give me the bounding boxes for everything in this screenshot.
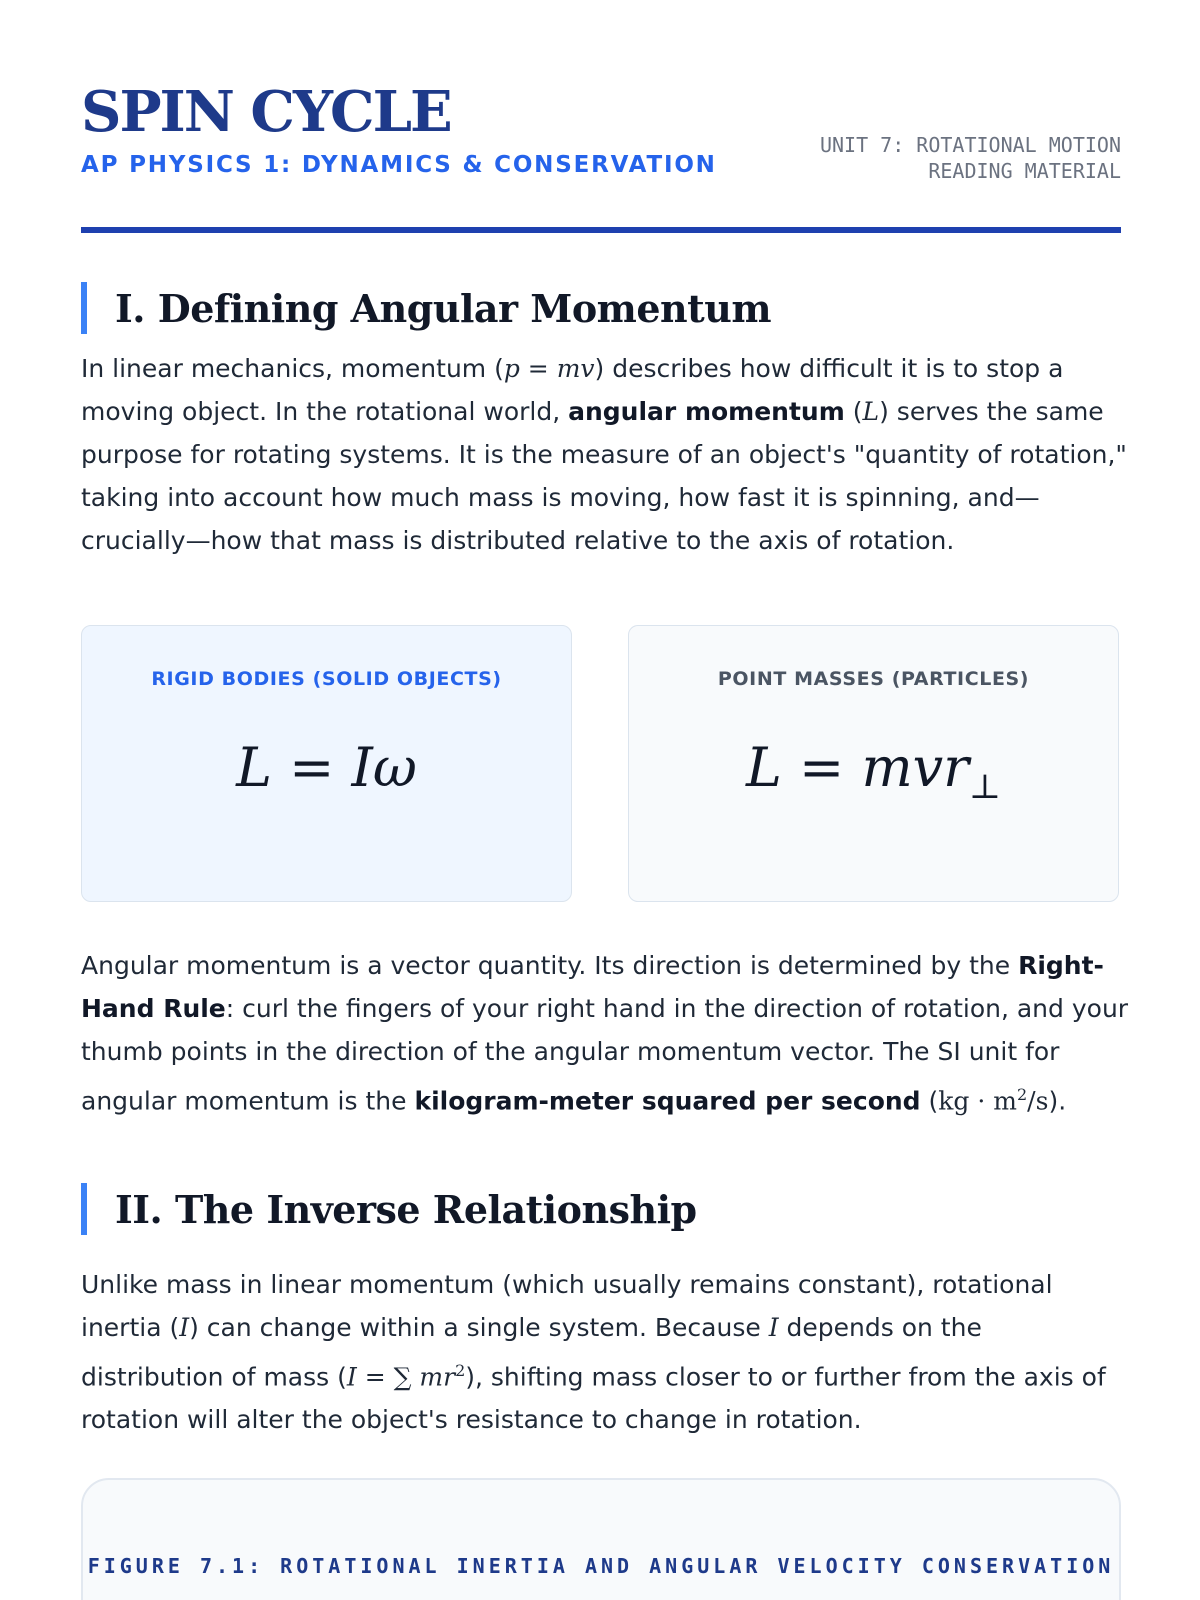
page-header	[81, 79, 1121, 183]
vector-paragraph	[81, 944, 1131, 1122]
symbol-I: I	[179, 1313, 190, 1342]
si-unit-term: kilogram-meter squared per second	[414, 1086, 921, 1116]
section-1-title: I. Defining Angular Momentum	[115, 285, 772, 331]
figure-7-1	[81, 1478, 1121, 1600]
rigid-body-card	[81, 625, 572, 902]
point-mass-label: POINT MASSES (PARTICLES)	[717, 668, 1030, 690]
momentum-formula: p = mv	[503, 354, 595, 383]
si-unit-base: kg · m	[938, 1086, 1017, 1116]
inverse-paragraph	[81, 1263, 1131, 1441]
section-2-heading	[81, 1183, 697, 1235]
inertia-exponent: 2	[455, 1361, 466, 1380]
intro-paragraph	[81, 347, 1131, 562]
text-run: ) describes how difficult it is to stop a moving object. In the rotational world,	[81, 354, 1064, 426]
text-run: ) can change within a single system. Because	[189, 1313, 769, 1342]
inertia-sum-formula: I = ∑ mr	[346, 1362, 456, 1392]
point-mass-card	[628, 625, 1119, 902]
si-unit-per-second: /s	[1027, 1086, 1049, 1116]
unit-meta	[820, 132, 1121, 184]
text-run: ), shifting mass closer to or further from the axis of rotation will alter the object's resistance to change in rotation.	[81, 1362, 1106, 1435]
text-run: ) serves the same purpose for rotating systems. It is the measure of an object's "quantity of rotation," taking into account how much mass is moving, how fast it is spinning, and—crucially—how that mass is distributed relative to the axis of rotation.	[81, 397, 1127, 555]
symbol-I: I	[768, 1313, 779, 1342]
section-2-title: II. The Inverse Relationship	[115, 1186, 697, 1232]
brand-title: SPIN CYCLE	[81, 79, 451, 145]
rigid-body-label: RIGID BODIES (SOLID OBJECTS)	[151, 668, 502, 690]
text-run: Unlike mass in linear momentum (which usually remains constant), rotational inertia (	[81, 1270, 1053, 1342]
material-label: READING MATERIAL	[928, 159, 1121, 183]
text-run: (	[920, 1086, 939, 1116]
text-run: (	[844, 397, 863, 426]
si-unit-exponent: 2	[1016, 1085, 1028, 1104]
text-run: depends on the distribution of mass (	[81, 1313, 982, 1392]
point-mass-formula	[629, 736, 1118, 807]
text-run: Angular momentum is a vector quantity. Its direction is determined by the	[81, 951, 1019, 980]
right-hand-rule-term: Right-Hand Rule	[81, 951, 1104, 1023]
figure-caption: FIGURE 7.1: ROTATIONAL INERTIA AND ANGULAR VELOCITY CONSERVATION	[87, 1554, 1115, 1578]
course-subtitle: AP PHYSICS 1: DYNAMICS & CONSERVATION	[81, 152, 717, 178]
text-run: In linear mechanics, momentum (	[81, 354, 504, 383]
point-mass-formula-main: L = mvr	[746, 736, 969, 799]
section-1-heading	[81, 282, 771, 334]
rigid-body-formula: L = Iω	[236, 736, 417, 799]
header-divider	[81, 227, 1121, 233]
text-run: ).	[1048, 1086, 1067, 1116]
symbol-L: L	[862, 397, 880, 426]
perpendicular-subscript: ⊥	[968, 766, 1001, 807]
angular-momentum-term: angular momentum	[568, 397, 845, 426]
unit-label: UNIT 7: ROTATIONAL MOTION	[819, 133, 1121, 157]
text-run: : curl the fingers of your right hand in the direction of rotation, and your thumb points in the direction of the angular momentum vector. The SI unit for angular momentum is the	[81, 994, 1129, 1116]
